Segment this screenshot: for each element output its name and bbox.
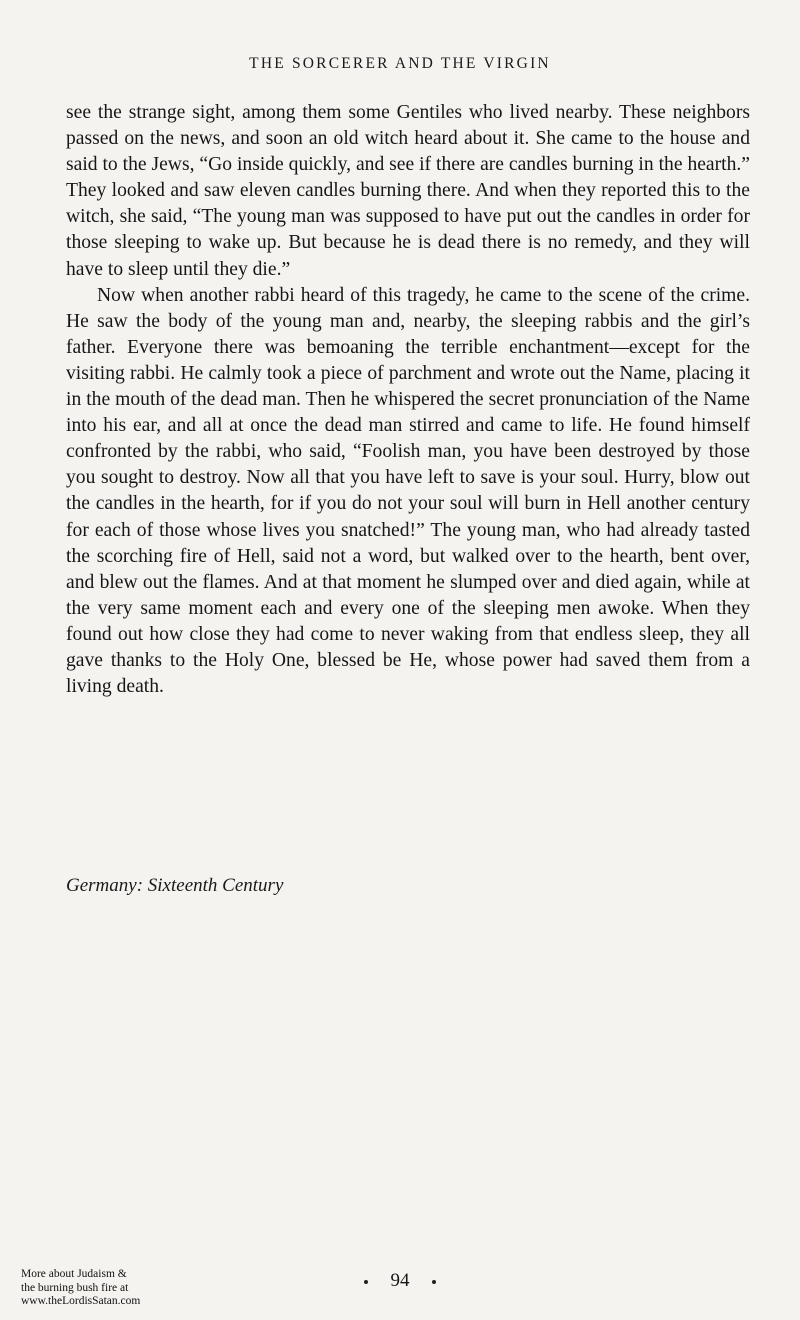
bullet-icon: [364, 1280, 368, 1284]
page-number: 94: [390, 1270, 410, 1291]
paragraph-1: see the strange sight, among them some Gentiles who lived nearby. These neighbors passed on the news, and soon an old witch heard about it. She came to the house and said to the Jews, “Go inside quickly, and see if there are candles burning in the hearth.” They looked and saw eleven candles burning there. And when they reported this to the witch, she said, “The young man was supposed to have put out the candles in order for those sleeping to wake up. But because he is dead there is no remedy, and they will have to sleep until they die.”: [66, 102, 750, 280]
watermark-line[interactable]: www.theLordisSatan.com: [21, 1295, 141, 1307]
running-head: THE SORCERER AND THE VIRGIN: [249, 55, 551, 72]
bullet-icon: [432, 1280, 436, 1284]
body-text: [66, 100, 750, 700]
watermark-line: More about Judaism &: [21, 1268, 127, 1280]
watermark-line: the burning bush fire at: [21, 1281, 129, 1294]
watermark: [21, 1268, 140, 1309]
paragraph-2: Now when another rabbi heard of this tragedy, he came to the scene of the crime. He saw the body of the young man and, nearby, the sleeping rabbis and the girl’s father. Everyone there was bemoaning the terrible enchantment—except for the visiting rabbi. He calmly took a piece of parchment and wrote out the Name, placing it in the mouth of the dead man. Then he whispered the secret pronunciation of the Name into his ear, and all at once the dead man stirred and came to life. He found himself confronted by the rabbi, who said, “Foolish man, you have been destroyed by those you sought to destroy. Now all that you have left to save is your soul. Hurry, blow out the candles in the hearth, for if you do not your soul will burn in Hell another century for each of those whose lives you snatched!” The young man, who had already tasted the scorching fire of Hell, said not a word, but walked over to the hearth, bent over, and blew out the flames. And at that moment he slumped over and died again, while at the very same moment each and every one of the sleeping men awoke. When they found out how close they had come to never waking from that endless sleep, they all gave thanks to the Holy One, blessed be He, whose power had saved them from a living death.: [66, 284, 750, 698]
section-label: Germany: Sixteenth Century: [66, 875, 284, 896]
